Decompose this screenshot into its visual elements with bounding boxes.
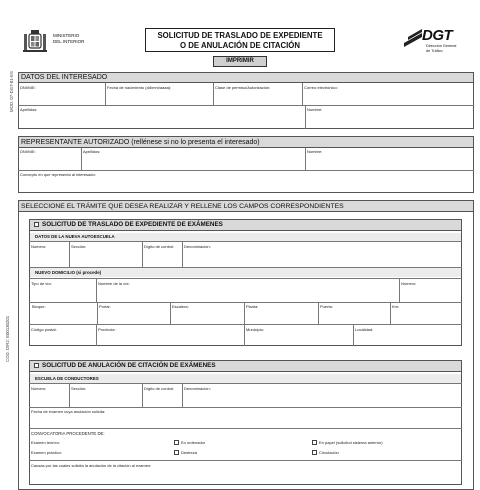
anulacion-numero-label: Número: (31, 386, 47, 391)
traslado-numero-input[interactable] (30, 249, 68, 266)
km-label: Km: (392, 304, 400, 309)
representante-concepto-label: Concepto en que representa al interesado: (20, 172, 96, 177)
en-papel-label: En papel (solicitud sistema anterior) (319, 440, 383, 445)
puerta-input[interactable] (319, 309, 389, 323)
interesado-apellidos-input[interactable] (19, 112, 304, 128)
traslado-numero-label: Número: (31, 244, 47, 249)
anulacion-title: SOLICITUD DE ANULACIÓN DE CITACIÓN DE EXÁMENES (42, 362, 216, 369)
traslado-header (29, 219, 462, 231)
municipio-label: Municipio: (246, 327, 265, 332)
escalera-label: Escalera: (172, 304, 189, 309)
interesado-clase-label: Clase de permiso/Autorización: (215, 85, 271, 90)
en-ordenador-label: En ordenador (181, 440, 206, 445)
portal-input[interactable] (98, 309, 169, 323)
causas-input[interactable] (30, 468, 461, 480)
cod-dir-code: COD. DIR2: E00130201 (5, 315, 10, 362)
bloque-input[interactable] (30, 309, 96, 323)
interesado-nombre-input[interactable] (306, 112, 473, 128)
circulacion-checkbox[interactable] (312, 450, 317, 455)
interesado-dni-input[interactable] (19, 90, 104, 104)
dgt-logo (402, 27, 462, 57)
tipo-via-label: Tipo de vía: (31, 281, 52, 286)
en-papel-checkbox[interactable] (312, 440, 317, 445)
escuela-subheader: ESCUELA DE CONDUCTORES (30, 374, 461, 383)
traslado-digito-input[interactable] (143, 249, 181, 266)
anulacion-seccion-label: Sección: (71, 386, 87, 391)
numero-via-input[interactable] (400, 286, 461, 301)
destreza-label: Destreza (181, 450, 198, 455)
anulacion-seccion-input[interactable] (70, 391, 141, 406)
interesado-clase-input[interactable] (214, 90, 301, 104)
interesado-fecha-label: Fecha de nacimiento (dd/mm/aaaa): (107, 85, 172, 90)
anulacion-numero-input[interactable] (30, 391, 68, 406)
ministry-line1: MINISTERIO (53, 33, 80, 38)
tipo-via-input[interactable] (30, 286, 95, 301)
cp-label: Código postal: (31, 327, 57, 332)
traslado-denominacion-label: Denominación: (184, 244, 211, 249)
representante-apellidos-input[interactable] (82, 154, 304, 169)
municipio-input[interactable] (245, 332, 352, 345)
nombre-via-label: Nombre de la vía: (98, 281, 130, 286)
print-button[interactable] (213, 56, 267, 67)
interesado-apellidos-label: Apellidos: (20, 107, 38, 112)
representante-header: REPRESENTANTE AUTORIZADO (rellénese si no lo presenta el interesado) (18, 136, 474, 148)
representante-nombre-input[interactable] (306, 154, 473, 169)
representante-apellidos-label: Apellidos: (83, 149, 101, 154)
interesado-header: DATOS DEL INTERESADO (18, 72, 474, 83)
interesado-nombre-label: Nombre: (307, 107, 323, 112)
provincia-label: Provincia: (98, 327, 116, 332)
anulacion-digito-label: Dígito de control: (144, 386, 175, 391)
planta-label: Planta: (246, 304, 259, 309)
representante-nombre-label: Nombre: (307, 149, 323, 154)
anulacion-denominacion-input[interactable] (183, 391, 461, 406)
representante-dni-input[interactable] (19, 154, 80, 169)
anulacion-header (29, 360, 462, 372)
traslado-denominacion-input[interactable] (183, 249, 461, 266)
ministry-name (53, 33, 84, 45)
examen-practico-label: Examen práctico: (31, 450, 62, 455)
form-code: MOD. 07-DGT-01-ES (9, 71, 14, 112)
traslado-checkbox[interactable] (34, 222, 39, 227)
bloque-label: Bloque: (32, 304, 46, 309)
cp-input[interactable] (30, 332, 95, 345)
dgt-sub1: Dirección General (426, 44, 457, 48)
print-button-label: IMPRIMIR (226, 58, 254, 64)
circulacion-label: Circulación (319, 450, 339, 455)
escalera-input[interactable] (171, 309, 243, 323)
km-input[interactable] (391, 309, 461, 323)
form-title-line2: O DE ANULACIÓN DE CITACIÓN (180, 41, 300, 50)
en-ordenador-checkbox[interactable] (174, 440, 179, 445)
traslado-digito-label: Dígito de control: (144, 244, 175, 249)
convocatoria-label: CONVOCATORIA PROCEDENTE DE: (31, 431, 105, 436)
dgt-sub2: de Tráfico (426, 49, 443, 53)
anulacion-checkbox[interactable] (34, 363, 39, 368)
fecha-examen-input[interactable] (30, 414, 461, 427)
representante-dni-label: DNI/NIE: (20, 149, 36, 154)
interesado-dni-label: DNI/NIE: (20, 85, 36, 90)
traslado-seccion-label: Sección: (71, 244, 87, 249)
puerta-label: Puerta: (320, 304, 333, 309)
tramite-header: SELECCIONE EL TRÁMITE QUE DESEA REALIZAR Y RELLENE LOS CAMPOS CORRESPONDIENTES (18, 200, 474, 212)
dgt-emblem-icon (402, 29, 424, 49)
coat-of-arms-logo (22, 28, 48, 54)
interesado-fecha-input[interactable] (106, 90, 212, 104)
localidad-label: Localidad: (355, 327, 374, 332)
autoescuela-subheader: DATOS DE LA NUEVA AUTOESCUELA (30, 233, 461, 241)
planta-input[interactable] (245, 309, 317, 323)
provincia-input[interactable] (97, 332, 243, 345)
form-title-box (145, 28, 335, 52)
fecha-examen-label: Fecha de examen cuya anulación solicita: (31, 409, 106, 414)
interesado-correo-input[interactable] (303, 90, 473, 104)
examen-teorico-label: Examen teórico: (31, 440, 60, 445)
domicilio-subheader: NUEVO DOMICILIO (si procede) (30, 268, 461, 277)
anulacion-digito-input[interactable] (143, 391, 181, 406)
anulacion-denominacion-label: Denominación: (184, 386, 211, 391)
form-title-line1: SOLICITUD DE TRASLADO DE EXPEDIENTE (157, 31, 323, 40)
causas-label: Causas por las cuales solicita la anulación de la citación al examen: (31, 463, 152, 468)
numero-via-label: Número: (401, 281, 417, 286)
interesado-correo-label: Correo electrónico: (304, 85, 338, 90)
ministry-line2: DEL INTERIOR (53, 39, 85, 44)
representante-concepto-input[interactable] (19, 177, 473, 192)
destreza-checkbox[interactable] (174, 450, 179, 455)
traslado-seccion-input[interactable] (70, 249, 141, 266)
nombre-via-input[interactable] (97, 286, 398, 301)
traslado-title: SOLICITUD DE TRASLADO DE EXPEDIENTE DE EXÁMENES (42, 221, 223, 228)
dgt-logo-text: DGT (422, 27, 453, 44)
portal-label: Portal: (99, 304, 111, 309)
localidad-input[interactable] (354, 332, 461, 345)
